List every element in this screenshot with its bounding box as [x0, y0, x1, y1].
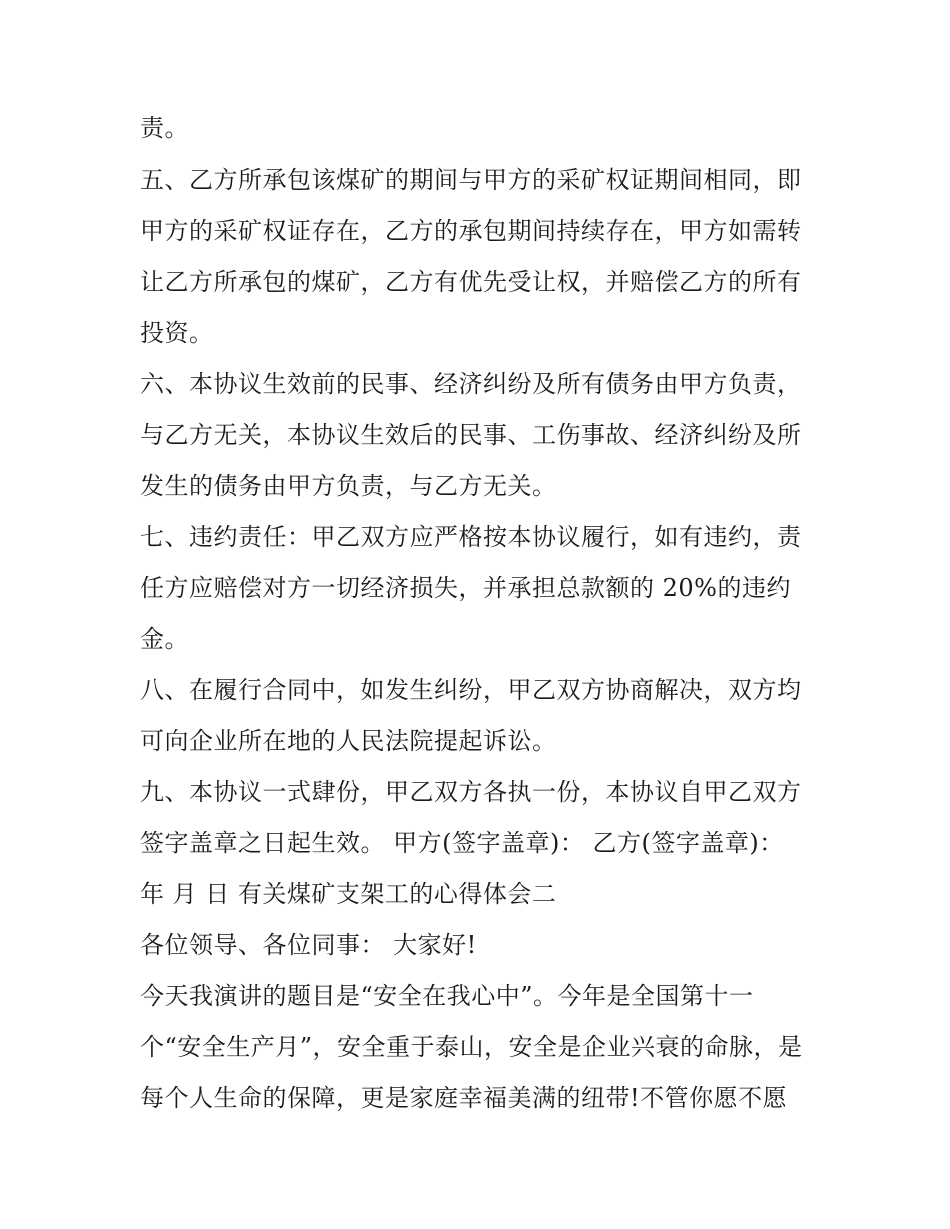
text-line: 金。 [140, 625, 189, 653]
text-line: 年 月 日 有关煤矿支架工的心得体会二 [140, 880, 557, 908]
text-line: 九、本协议一式肆份，甲乙双方各执一份，本协议自甲乙双方 [140, 778, 802, 806]
text-line: 让乙方所承包的煤矿，乙方有优先受让权，并赔偿乙方的所有 [140, 268, 802, 296]
text-line: 任方应赔偿对方一切经济损失，并承担总款额的 20%的违约 [140, 574, 791, 602]
text-line: 每个人生命的保障，更是家庭幸福美满的纽带!不管你愿不愿 [140, 1084, 788, 1112]
text-line: 五、乙方所承包该煤矿的期间与甲方的采矿权证期间相同，即 [140, 166, 802, 194]
text-line: 今天我演讲的题目是“安全在我心中”。今年是全国第十一 [140, 982, 754, 1010]
text-line: 各位领导、各位同事： 大家好! [140, 931, 477, 959]
text-line: 投资。 [140, 319, 214, 347]
text-line: 可向企业所在地的人民法院提起诉讼。 [140, 727, 557, 755]
text-line: 甲方的采矿权证存在，乙方的承包期间持续存在，甲方如需转 [140, 217, 802, 245]
text-line: 八、在履行合同中，如发生纠纷，甲乙双方协商解决，双方均 [140, 676, 802, 704]
text-line: 六、本协议生效前的民事、经济纠纷及所有债务由甲方负责， [140, 370, 802, 398]
text-line: 与乙方无关，本协议生效后的民事、工伤事故、经济纠纷及所 [140, 421, 802, 449]
text-line: 七、违约责任：甲乙双方应严格按本协议履行，如有违约，责 [140, 523, 802, 551]
text-line: 责。 [140, 114, 189, 142]
text-line: 个“安全生产月”，安全重于泰山，安全是企业兴衰的命脉，是 [140, 1033, 803, 1061]
text-line: 签字盖章之日起生效。 甲方(签字盖章)： 乙方(签字盖章)： [140, 829, 784, 857]
text-line: 发生的债务由甲方负责，与乙方无关。 [140, 472, 557, 500]
